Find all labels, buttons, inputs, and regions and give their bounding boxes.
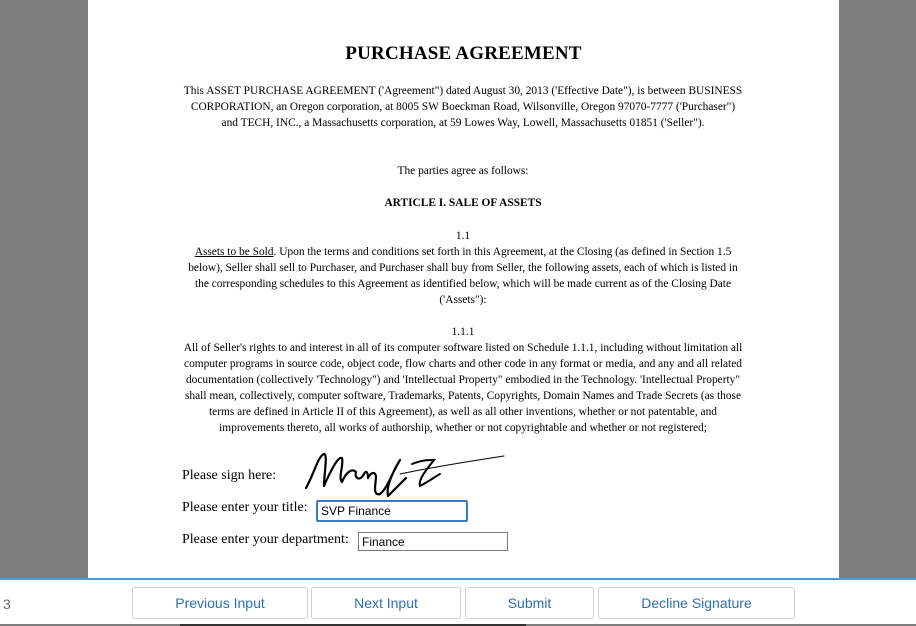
department-input[interactable]: Finance: [358, 532, 508, 551]
title-label: Please enter your title:: [182, 500, 308, 515]
section-1-1-paragraph: [182, 244, 744, 308]
title-input[interactable]: SVP Finance: [316, 500, 468, 522]
section-1-1-text: . Upon the terms and conditions set forth in this Agreement, at the Closing (as defined in Section 1.5 below), Seller shall sell to Purchaser, and Purchaser shall buy from Seller, the following assets, each of which is listed in the corresponding schedules to this Agreement as identified below, which will be made current as of the Closing Date ('Assets"):: [188, 246, 738, 306]
previous-input-button[interactable]: Previous Input: [132, 587, 308, 619]
intro-paragraph: This ASSET PURCHASE AGREEMENT ('Agreement") dated August 30, 2013 ('Effective Date"), is between BUSINESS CORPORATION, an Oregon corporation, at 8005 SW Boeckman Road, Wilsonville, Oregon 97070-7777 ('Purchaser") and TECH, INC., a Massachusetts corporation, at 59 Lowes Way, Lowell, Massachusetts 01851 ('Seller").: [183, 85, 743, 129]
section-number-1-1-1: 1.1.1: [451, 326, 475, 338]
page-number: 3: [3, 596, 11, 612]
agree-paragraph: The parties agree as follows:: [397, 165, 529, 177]
sign-label: Please sign here:: [182, 468, 277, 483]
article-heading: ARTICLE I. SALE OF ASSETS: [384, 197, 542, 209]
signature-field[interactable]: [288, 446, 508, 502]
signature-dot-stroke: [412, 460, 440, 486]
section-number-1-1: 1.1: [455, 230, 471, 242]
section-1-1-heading: Assets to be Sold: [194, 246, 274, 258]
signature-stroke: [306, 454, 406, 496]
bottom-toolbar: [0, 578, 916, 626]
document-title: PURCHASE AGREEMENT: [345, 43, 582, 64]
department-label: Please enter your department:: [182, 532, 349, 547]
section-1-1-1-paragraph: All of Seller's rights to and interest in all of its computer software listed on Schedule 1.1.1, including without limitation all computer programs in source code, object code, flow charts and other code in any format or media, and any and all related documentation (collectively 'Technology") and 'Intellectual Property" embodied in the Technology. 'Intellectual Property" shall mean, collectively, computer software, Trademarks, Patents, Copyrights, Domain Names and Trade Secrets (as those terms are defined in Article II of this Agreement), as well as all other inventions, whether or not patentable, and improvements thereto, all works of authorship, whether or not copyrightable and whether or not registered;: [183, 342, 743, 434]
submit-button[interactable]: Submit: [465, 587, 594, 619]
signature-tail-stroke: [400, 456, 504, 474]
decline-signature-button[interactable]: Decline Signature: [598, 587, 795, 619]
next-input-button[interactable]: Next Input: [311, 587, 461, 619]
document-page: [88, 0, 839, 580]
